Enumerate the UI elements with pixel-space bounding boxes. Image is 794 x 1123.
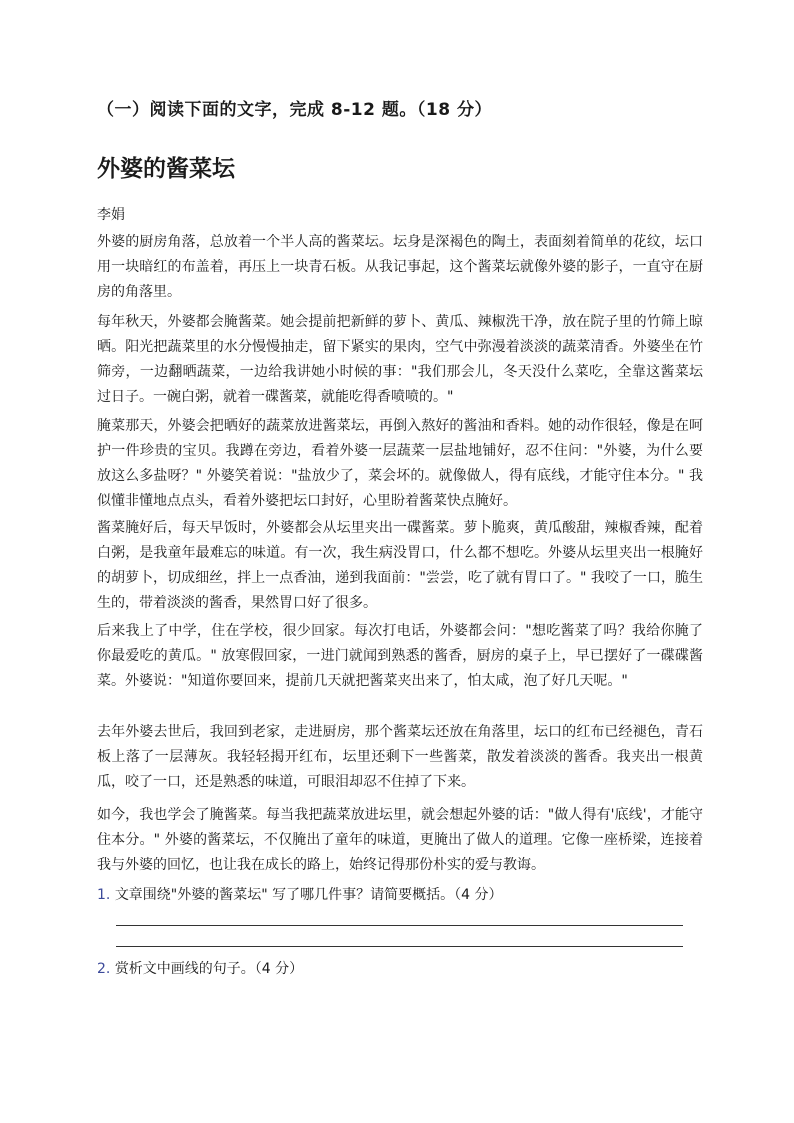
question-1 [97,884,503,904]
article-paragraph: 腌菜那天，外婆会把晒好的蔬菜放进酱菜坛，再倒入熬好的酱油和香料。她的动作很轻，像是在呵护一件珍贵的宝贝。我蹲在旁边，看着外婆一层蔬菜一层盐地铺好，忍不住问："外婆，为什么要放这么多盐呀？" 外婆笑着说："盐放少了，菜会坏的。就像做人，得有底线，才能守住本分。" 我似懂非懂地点点头，看着外婆把坛口封好，心里盼着酱菜快点腌好。 [97,418,703,509]
section-heading: （一）阅读下面的文字，完成 8-12 题。（18 分） [97,100,492,120]
question-number: 2. [97,961,111,977]
article-paragraph: 每年秋天，外婆都会腌酱菜。她会提前把新鲜的萝卜、黄瓜、辣椒洗干净，放在院子里的竹筛上晾晒。阳光把蔬菜里的水分慢慢抽走，留下紧实的果肉，空气中弥漫着淡淡的蔬菜清香。外婆坐在竹筛旁，一边翻晒蔬菜，一边给我讲她小时候的事："我们那会儿，冬天没什么菜吃，全靠这酱菜坛过日子。一碗白粥，就着一碟酱菜，就能吃得香喷喷的。" [97,314,703,405]
article-paragraph: 去年外婆去世后，我回到老家，走进厨房，那个酱菜坛还放在角落里，坛口的红布已经褪色，青石板上落了一层薄灰。我轻轻揭开红布，坛里还剩下一些酱菜，散发着淡淡的酱香。我夹出一根黄瓜，咬了一口，还是熟悉的味道，可眼泪却忍不住掉了下来。 [97,724,703,790]
answer-line[interactable] [116,925,683,926]
article-paragraph: 后来我上了中学，住在学校，很少回家。每次打电话，外婆都会问："想吃酱菜了吗？我给你腌了你最爱吃的黄瓜。" 放寒假回家，一进门就闻到熟悉的酱香，厨房的桌子上，早已摆好了一碟碟酱菜。外婆说："知道你要回来，提前几天就把酱菜夹出来了，怕太咸，泡了好几天呢。" [97,623,703,689]
article-paragraph: 酱菜腌好后，每天早饭时，外婆都会从坛里夹出一碟酱菜。萝卜脆爽，黄瓜酸甜，辣椒香辣，配着白粥，是我童年最难忘的味道。有一次，我生病没胃口，什么都不想吃。外婆从坛里夹出一根腌好的胡萝卜，切成细丝，拌上一点香油，递到我面前："尝尝，吃了就有胃口了。" 我咬了一口，脆生生的，带着淡淡的酱香，果然胃口好了很多。 [97,520,703,611]
question-2 [97,958,303,978]
article-paragraph: 外婆的厨房角落，总放着一个半人高的酱菜坛。坛身是深褐色的陶土，表面刻着简单的花纹，坛口用一块暗红的布盖着，再压上一块青石板。从我记事起，这个酱菜坛就像外婆的影子，一直守在厨房的角落里。 [97,234,703,300]
question-text: 文章围绕"外婆的酱菜坛" 写了哪几件事？请简要概括。（4 分） [114,887,503,903]
article-paragraph: 如今，我也学会了腌酱菜。每当我把蔬菜放进坛里，就会想起外婆的话："做人得有'底线'，才能守住本分。" 外婆的酱菜坛，不仅腌出了童年的味道，更腌出了做人的道理。它像一座桥梁，连接着我与外婆的回忆，也让我在成长的路上，始终记得那份朴实的爱与教诲。 [97,807,703,873]
question-number: 1. [97,887,111,903]
article-author: 李娟 [97,207,125,223]
answer-line[interactable] [116,946,683,947]
question-text: 赏析文中画线的句子。（4 分） [114,961,304,977]
article-title: 外婆的酱菜坛 [97,156,235,182]
